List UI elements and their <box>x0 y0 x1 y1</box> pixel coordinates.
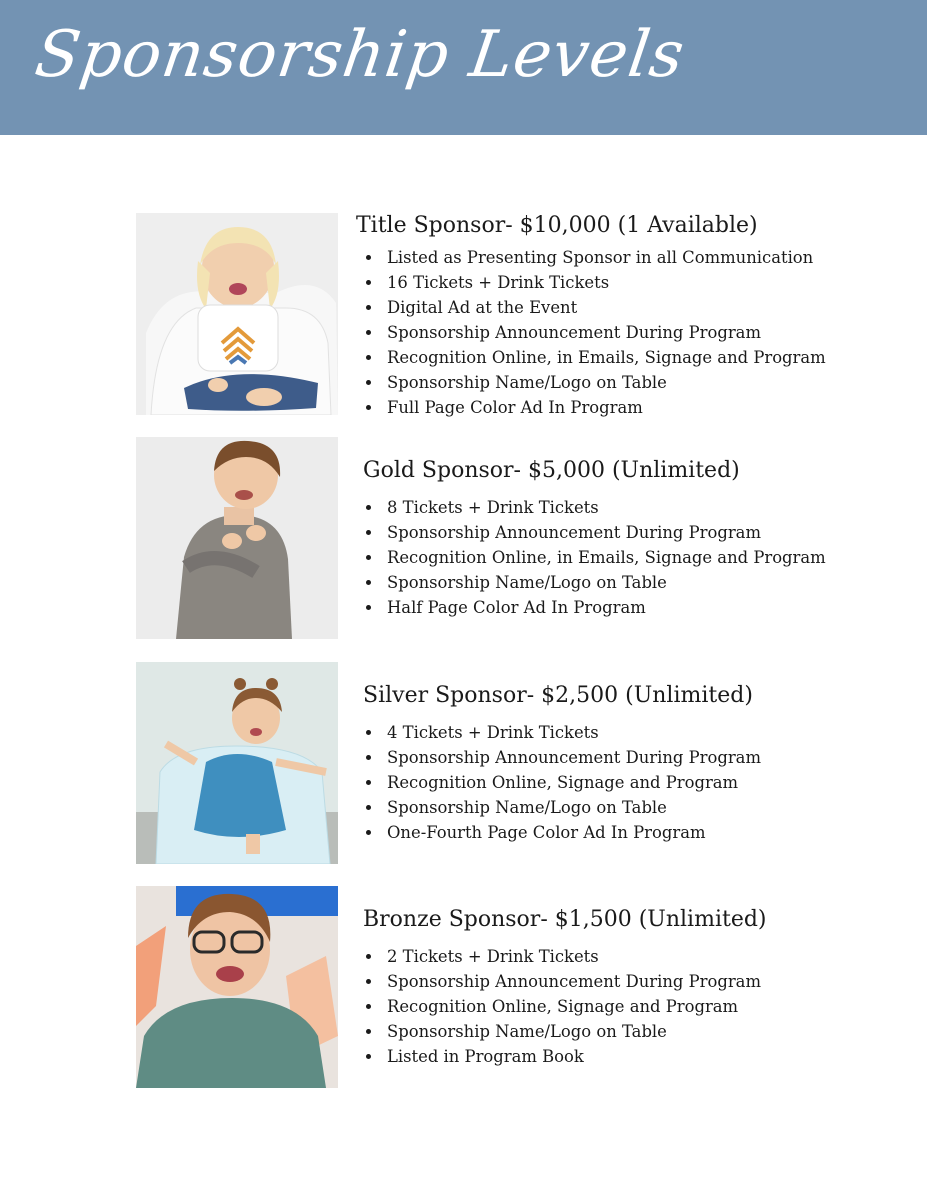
list-item: Sponsorship Announcement During Program <box>356 520 826 545</box>
page-title: Sponsorship Levels <box>30 18 690 92</box>
list-item: Sponsorship Announcement During Program <box>356 745 761 770</box>
tier-gold-sponsor <box>136 437 836 647</box>
list-item: Sponsorship Announcement During Program <box>356 969 761 994</box>
toddler-girl-photo <box>136 213 338 415</box>
benefit-list <box>356 720 761 845</box>
list-item: Recognition Online, in Emails, Signage and Program <box>356 345 826 370</box>
list-item: Recognition Online, Signage and Program <box>356 994 761 1019</box>
benefit-list <box>356 495 826 620</box>
list-item: 16 Tickets + Drink Tickets <box>356 270 826 295</box>
list-item: Recognition Online, Signage and Program <box>356 770 761 795</box>
girl-blue-dress-photo <box>136 662 338 864</box>
list-item: 2 Tickets + Drink Tickets <box>356 944 761 969</box>
benefit-list <box>356 944 761 1069</box>
young-man-glasses-photo <box>136 886 338 1088</box>
tier-title: Bronze Sponsor- $1,500 (Unlimited) <box>363 907 767 932</box>
tier-bronze-sponsor <box>136 886 836 1096</box>
list-item: Full Page Color Ad In Program <box>356 395 826 420</box>
tier-silver-sponsor <box>136 662 836 872</box>
list-item: Listed as Presenting Sponsor in all Communication <box>356 245 826 270</box>
list-item: Sponsorship Name/Logo on Table <box>356 1019 761 1044</box>
tier-title: Title Sponsor- $10,000 (1 Available) <box>356 213 758 238</box>
list-item: One-Fourth Page Color Ad In Program <box>356 820 761 845</box>
list-item: Sponsorship Announcement During Program <box>356 320 826 345</box>
list-item: Half Page Color Ad In Program <box>356 595 826 620</box>
tier-title: Gold Sponsor- $5,000 (Unlimited) <box>363 458 740 483</box>
list-item: Digital Ad at the Event <box>356 295 826 320</box>
tier-title-sponsor <box>136 213 836 423</box>
list-item: Sponsorship Name/Logo on Table <box>356 795 761 820</box>
header-banner <box>0 0 927 135</box>
list-item: Listed in Program Book <box>356 1044 761 1069</box>
list-item: 8 Tickets + Drink Tickets <box>356 495 826 520</box>
benefit-list <box>356 245 826 420</box>
list-item: Recognition Online, in Emails, Signage and Program <box>356 545 826 570</box>
list-item: Sponsorship Name/Logo on Table <box>356 370 826 395</box>
boy-photo <box>136 437 338 639</box>
tier-title: Silver Sponsor- $2,500 (Unlimited) <box>363 683 753 708</box>
list-item: Sponsorship Name/Logo on Table <box>356 570 826 595</box>
list-item: 4 Tickets + Drink Tickets <box>356 720 761 745</box>
